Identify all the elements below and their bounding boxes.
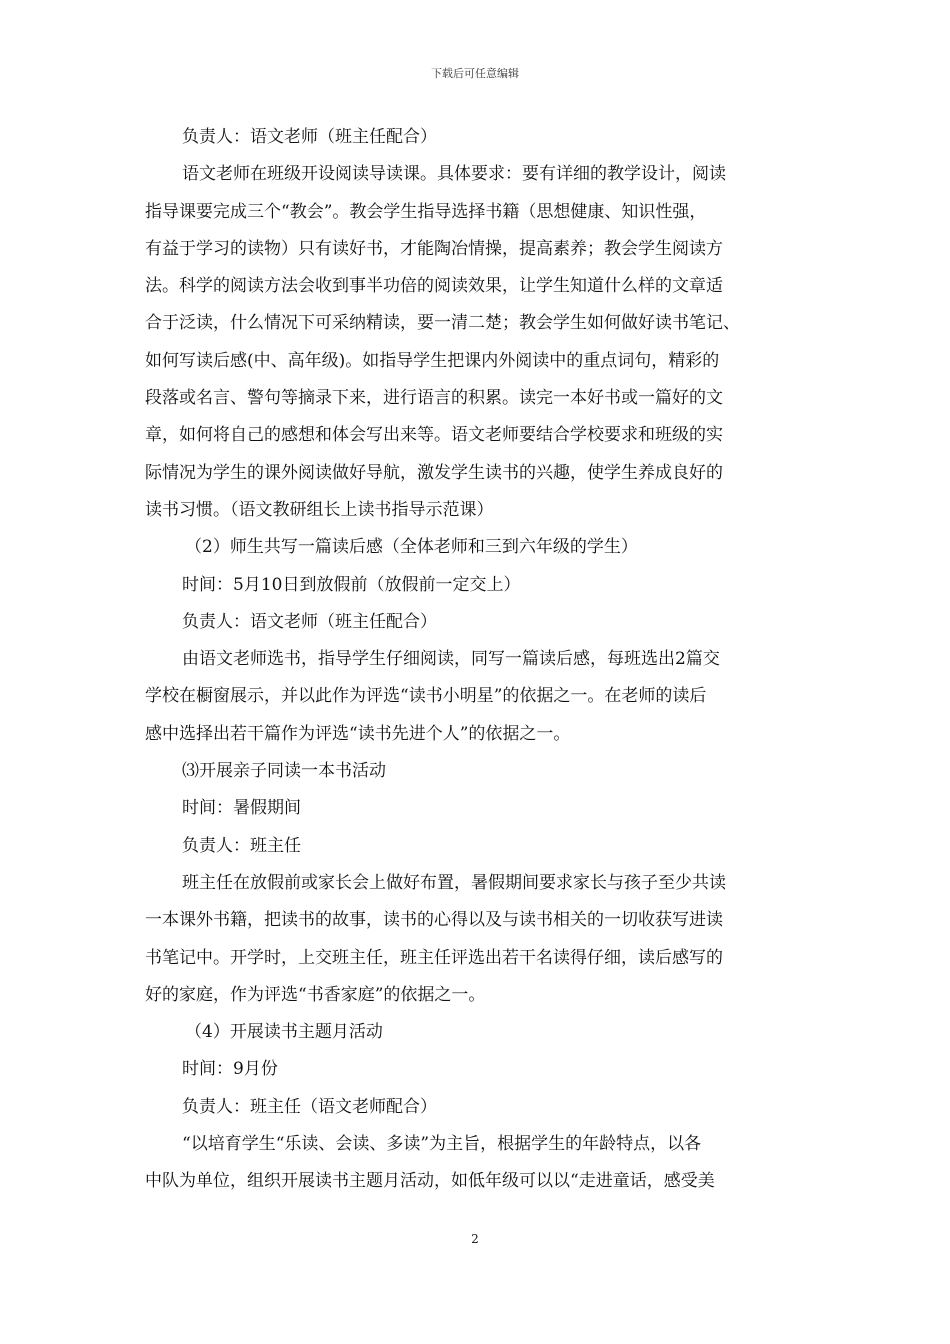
- text-line: 语文老师在班级开设阅读导读课。具体要求：要有详细的教学设计，阅读: [182, 164, 726, 185]
- text-line: 如何写读后感(中、高年级)。如指导学生把课内外阅读中的重点词句，精彩的: [145, 350, 720, 371]
- text-line: 时间：5月10日到放假前（放假前一定交上）: [182, 574, 521, 595]
- text-line: 一本课外书籍，把读书的故事，读书的心得以及与读书相关的一切收获写进读: [145, 910, 723, 931]
- page-header: 下载后可任意编辑: [431, 67, 519, 80]
- text-line: 班主任在放假前或家长会上做好布置，暑假期间要求家长与孩子至少共读: [182, 872, 726, 893]
- text-line: 合于泛读，什么情况下可采纳精读，要一清二楚；教会学生如何做好读书笔记、: [145, 313, 740, 334]
- text-line: 有益于学习的读物）只有读好书，才能陶冶情操，提高素养；教会学生阅读方: [145, 238, 723, 259]
- text-line: 读书习惯。（语文教研组长上读书指导示范课）: [145, 499, 494, 520]
- text-line: （2）师生共写一篇读后感（全体老师和三到六年级的学生）: [185, 537, 638, 558]
- text-line: 学校在橱窗展示，并以此作为评选“读书小明星”的依据之一。在老师的读后: [145, 686, 707, 707]
- text-line: 段落或名言、警句等摘录下来，进行语言的积累。读完一本好书或一篇好的文: [145, 388, 723, 409]
- document-body: [145, 119, 810, 1201]
- text-line: 由语文老师选书，指导学生仔细阅读，同写一篇读后感，每班选出2篇交: [182, 649, 720, 670]
- text-line: （4）开展读书主题月活动: [185, 1022, 383, 1043]
- text-line: 际情况为学生的课外阅读做好导航，激发学生读书的兴趣，使学生养成良好的: [145, 462, 723, 483]
- text-line: 感中选择出若干篇作为评选“读书先进个人”的依据之一。: [145, 723, 571, 744]
- text-line: 法。科学的阅读方法会收到事半功倍的阅读效果，让学生知道什么样的文章适: [145, 276, 723, 297]
- text-line: 时间：9月份: [182, 1059, 278, 1080]
- text-line: 好的家庭，作为评选“书香家庭”的依据之一。: [145, 984, 486, 1005]
- text-line: 时间：暑假期间: [182, 798, 301, 819]
- text-line: 负责人：班主任: [182, 835, 301, 856]
- text-line: 负责人：语文老师（班主任配合）: [182, 127, 437, 147]
- text-line: 书笔记中。开学时，上交班主任，班主任评选出若干名读得仔细，读后感写的: [145, 947, 723, 968]
- text-line: 中队为单位，组织开展读书主题月活动，如低年级可以以“走进童话，感受美: [145, 1171, 715, 1192]
- text-line: 负责人：语文老师（班主任配合）: [182, 611, 437, 632]
- text-line: “以培育学生“乐读、会读、多读”为主旨，根据学生的年龄特点，以各: [182, 1134, 702, 1155]
- text-line: 负责人：班主任（语文老师配合）: [182, 1096, 437, 1117]
- text-line: 章，如何将自己的感想和体会写出来等。语文老师要结合学校要求和班级的实: [145, 425, 723, 446]
- text-line: 指导课要完成三个“教会”。教会学生指导选择书籍（思想健康、知识性强，: [145, 201, 707, 222]
- page-number: 2: [471, 1232, 479, 1246]
- text-line: ⑶开展亲子同读一本书活动: [182, 761, 386, 782]
